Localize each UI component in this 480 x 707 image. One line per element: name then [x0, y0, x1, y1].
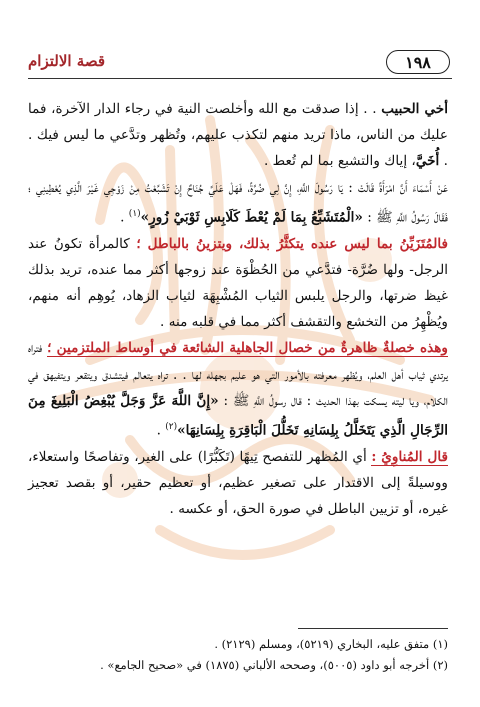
p1-text2: ، إياك والتشبع بما لم تُعط . — [264, 153, 416, 170]
p4-highlight: وهذه خصلةٌ ظاهرةٌ من خصال الجاهلية الشائعة في أوساط الملتزمين ؛ — [47, 340, 448, 357]
paragraph-1 — [28, 96, 448, 175]
footnote-ref-2[interactable]: (٢) — [165, 421, 178, 432]
p2-text: عَنْ أَسْمَاءَ أَنَّ امْرَأَةً قَالَتْ : يَا رَسُولَ اللَّهِ، إِنَّ لِي ضُرَّةً، فَهَلْ عَلَيَّ جُنَاحٌ إِنْ تَشَبَّعْتُ مِنْ زَوْجِي غَيْرَ الَّذِي يُعْطِينِي ؛ فَقَالَ رَسُولُ اللَّهِ ﷺ : — [28, 179, 448, 226]
paragraph-4 — [28, 335, 448, 443]
footnote-1: (١) متفق عليه، البخاري (٥٢١٩)، ومسلم (٢١٢٩) . — [214, 637, 448, 651]
p4-text: فتراه يرتدي ثياب أهل العلم، ويُظهر معرفته بالأمور التي هو عليم بجهله لها . . تراه يتعالم فيتشدق ويتقعر ويتفيهق في الكلام، ويا ليته يسكت بهذا الحديث : قال رسولُ اللَّهِ ﷺ : — [28, 340, 448, 409]
p1-lead: أخي الحبيب — [381, 101, 448, 117]
paragraph-5 — [28, 444, 448, 523]
p5-text: أي المُظهر للتفصح تِيهًا (تَكَبُّرًا) على الغير، وتفاصحًا واستعلاء، ووسيلةً إلى الاقتدار على تصغير عظيم، أو تعظيم حقير، أو بقصد تعجيز غيره، أو تزيين الباطل في صورة الحق، أو عكسه . — [28, 448, 448, 518]
page-number-badge — [386, 50, 450, 74]
p1-lead2: أُخَيَّ — [415, 153, 440, 170]
p4-end: . — [156, 422, 166, 439]
footnote-ref-1[interactable]: (١) — [128, 208, 141, 219]
footnote-2: (٢) أخرجه أبو داود (٥٠٠٥)، وصححه الألباني (١٨٧٥) في «صحيح الجامع» . — [100, 658, 448, 672]
p3-highlight: فالمُتَزَيِّنُ بما ليس عنده يتكثَّرُ بذلك، ويتزينُ بالباطل ؛ — [136, 235, 448, 252]
paragraph-3 — [28, 231, 448, 336]
footnotes — [28, 634, 448, 676]
p2-end: . — [120, 209, 129, 226]
header-divider — [28, 78, 452, 79]
p2-hadith: «الْمُتَشَبِّعُ بِمَا لَمْ يُعْطَ كَلَابِسِ ثَوْبَيْ زُورٍ» — [140, 209, 363, 226]
page-number: ١٩٨ — [405, 52, 431, 72]
page-header — [28, 50, 452, 80]
running-title: قصة الالتزام — [28, 52, 105, 70]
footnote-divider — [298, 628, 448, 629]
paragraph-2 — [28, 175, 448, 231]
p3-text: كالمرأة تكونُ عند الرجل- ولها ضُرَّة- فتدَّعي من الحُظْوَة عند زوجها أكثر مما عنده، تريد بذلك غيظ ضرتها، والرجل يلبس الثياب المُشْبِهَة لثياب الزهاد، يُوهِم أنه منهم، ويُظْهِرُ من التخشع والتقشف أكثر مما في قلبه منه . — [28, 235, 448, 331]
p5-highlight: قال المُناوِيُ : — [371, 448, 448, 465]
p1-text: . . إذا صدقت مع الله وأخلصت النية في رجاء الدار الآخرة، فما عليك من الناس، ماذا تريد منهم لتكذب عليهم، وتُظهر وتدَّعي ما ليس فيك . . — [28, 101, 448, 170]
main-text — [28, 96, 448, 522]
p4-hadith: «إِنَّ اللَّهَ عَزَّ وَجَلَّ يُبْغِضُ الْبَلِيغَ مِنَ الرِّجَالِ الَّذِي يَتَخَلَّلُ بِلِسَانِهِ تَخَلُّلَ الْبَاقِرَةِ بِلِسَانِهَا» — [28, 392, 448, 439]
